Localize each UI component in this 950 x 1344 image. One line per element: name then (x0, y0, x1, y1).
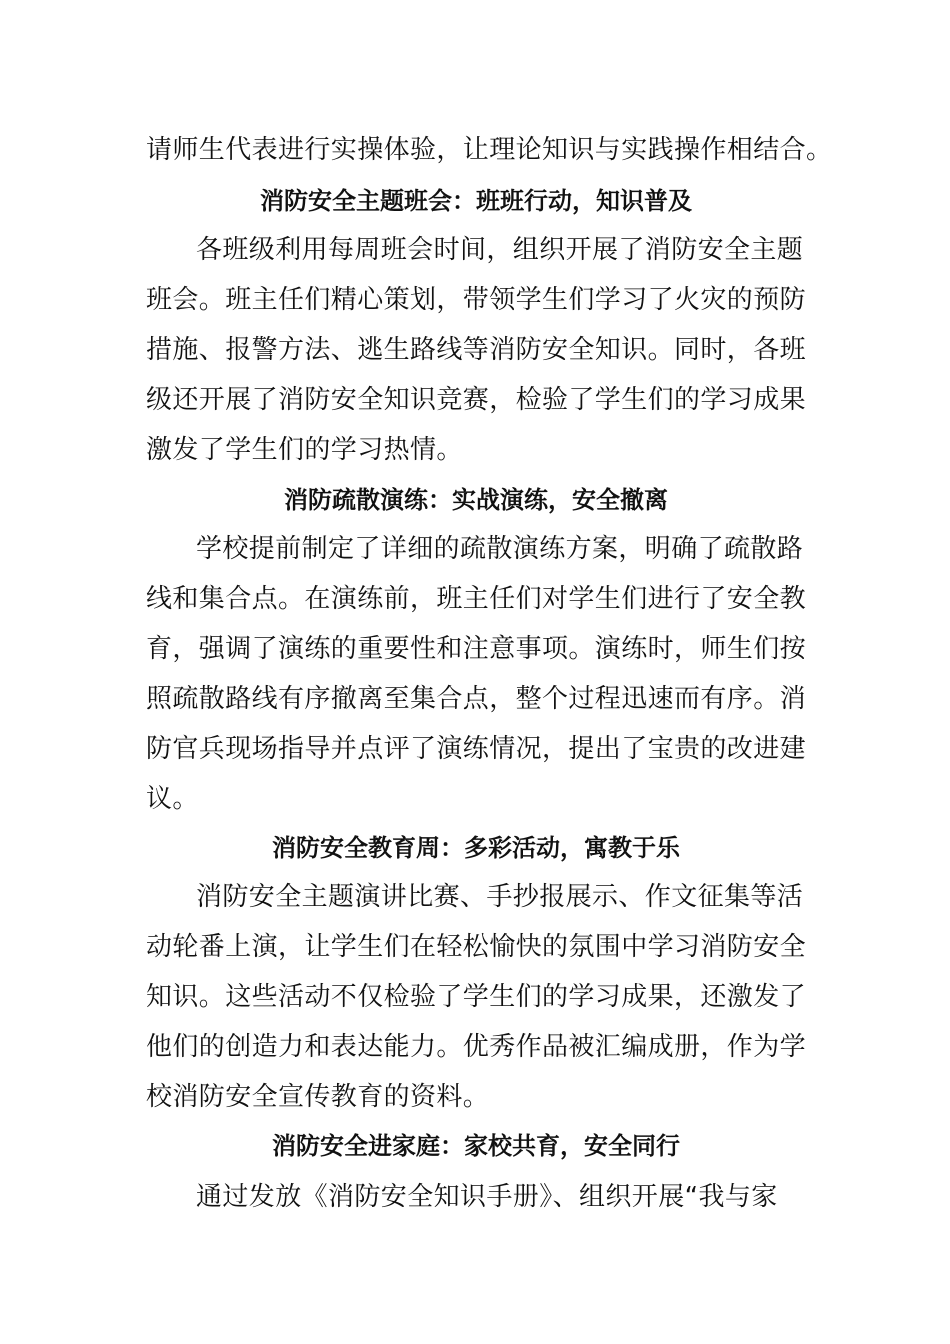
body-text-line: 消防安全主题演讲比赛、手抄报展示、作文征集等活 (196, 882, 804, 912)
body-text-line: 通过发放《消防安全知识手册》、组织开展“我与家 (196, 1182, 778, 1212)
section-heading: 消防安全主题班会：班班行动，知识普及 (260, 187, 692, 215)
section-heading: 消防安全教育周：多彩活动，寓教于乐 (272, 834, 680, 862)
body-text-line: 知识。这些活动不仅检验了学生们的学习成果，还激发了 (146, 982, 807, 1012)
body-text-line: 校消防安全宣传教育的资料。 (146, 1082, 490, 1112)
body-text-line: 动轮番上演，让学生们在轻松愉快的氛围中学习消防安全 (146, 932, 807, 962)
body-text-line: 激发了学生们的学习热情。 (146, 435, 463, 465)
section-heading: 消防安全进家庭：家校共育，安全同行 (272, 1132, 680, 1160)
body-text-line: 照疏散路线有序撤离至集合点，整个过程迅速而有序。消 (146, 684, 807, 714)
body-text-line: 议。 (146, 784, 199, 814)
body-text-line: 育，强调了演练的重要性和注意事项。演练时，师生们按 (146, 634, 807, 664)
body-text-line: 班会。班主任们精心策划，带领学生们学习了火灾的预防 (146, 285, 807, 315)
body-text-line: 请师生代表进行实操体验，让理论知识与实践操作相结合。 (146, 135, 833, 165)
body-text-line: 各班级利用每周班会时间，组织开展了消防安全主题 (196, 235, 804, 265)
body-text-line: 学校提前制定了详细的疏散演练方案，明确了疏散路 (196, 534, 804, 564)
body-text-line: 线和集合点。在演练前，班主任们对学生们进行了安全教 (146, 584, 807, 614)
body-text-line: 措施、报警方法、逃生路线等消防安全知识。同时，各班 (146, 335, 807, 365)
section-heading: 消防疏散演练：实战演练，安全撤离 (284, 486, 668, 514)
body-text-line: 防官兵现场指导并点评了演练情况，提出了宝贵的改进建 (146, 734, 807, 764)
body-text-line: 他们的创造力和表达能力。优秀作品被汇编成册，作为学 (146, 1032, 807, 1062)
body-text-line: 级还开展了消防安全知识竞赛，检验了学生们的学习成果 (146, 385, 807, 415)
